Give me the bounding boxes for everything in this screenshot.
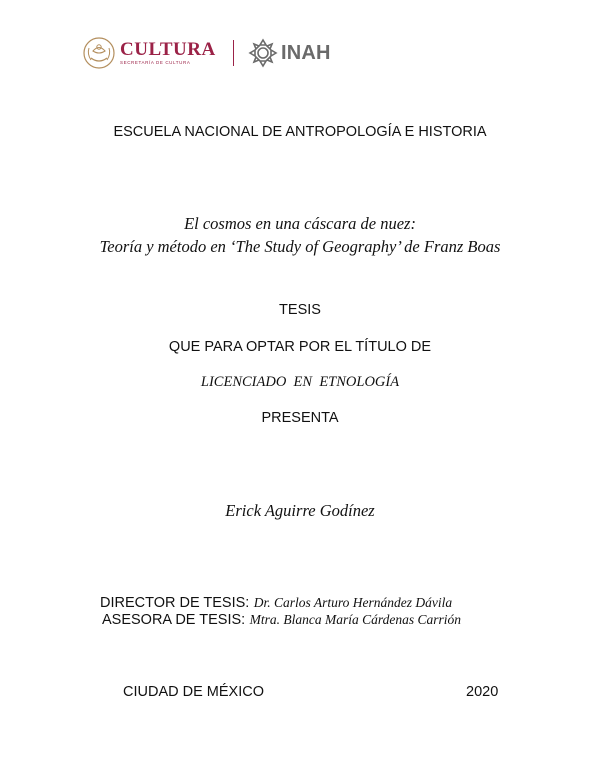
advisor-label: ASESORA DE TESIS: — [102, 612, 246, 628]
director-line — [100, 594, 452, 612]
advisor-name: Mtra. Blanca María Cárdenas Carrión — [249, 612, 462, 627]
thesis-title-line-1: El cosmos en una cáscara de nuez: — [184, 214, 416, 233]
institution-name: ESCUELA NACIONAL DE ANTROPOLOGÍA E HISTORIA — [113, 124, 487, 140]
presents-label: PRESENTA — [261, 410, 339, 426]
inah-logo — [247, 36, 331, 70]
degree-title: LICENCIADO EN ETNOLOGÍA — [200, 374, 400, 390]
cultura-subtitle: SECRETARÍA DE CULTURA — [120, 60, 191, 66]
inah-emblem-icon — [247, 37, 279, 69]
author-name: Erick Aguirre Godínez — [225, 501, 375, 520]
thesis-title-line-2: Teoría y método en ‘The Study of Geography’ de Franz Boas — [99, 237, 501, 256]
document-type: TESIS — [279, 302, 321, 318]
director-label: DIRECTOR DE TESIS: — [100, 595, 250, 611]
director-name: Dr. Carlos Arturo Hernández Dávila — [253, 595, 453, 610]
cultura-wordmark: CULTURA — [120, 39, 216, 61]
degree-purpose: QUE PARA OPTAR POR EL TÍTULO DE — [168, 339, 432, 355]
mexico-coat-of-arms-icon — [82, 36, 116, 70]
year: 2020 — [466, 684, 499, 700]
logo-divider — [233, 40, 234, 66]
advisor-line — [102, 611, 461, 629]
cultura-logo — [82, 36, 216, 70]
inah-wordmark: INAH — [281, 41, 331, 64]
city: CIUDAD DE MÉXICO — [123, 684, 264, 700]
